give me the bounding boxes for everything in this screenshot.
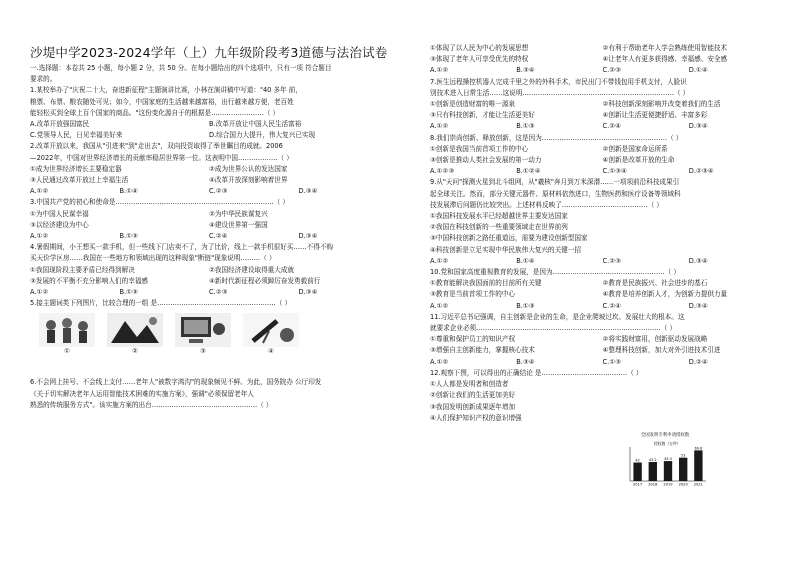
telescope-illustration-icon xyxy=(243,313,299,347)
patent-chart xyxy=(620,433,710,489)
q11-statement: ③增强自主创新能力，掌握核心技术 xyxy=(430,346,535,355)
question-2 xyxy=(30,141,388,197)
q4-statement: ④新时代新征程必须踔厉奋发勇毅前行 xyxy=(209,276,321,285)
q4-line: 4.暑假期间，小王想买一款手机，但一些线下门店卖不了，为了比价，线上一款手机很好买……不得不购 xyxy=(30,243,334,252)
q6-statement: ②有利于帮助老年人学会熟练使用智能技术 xyxy=(602,44,728,52)
q9-line: 起全球关注。然而，部分关键元器件、原材料依然进口，生物医药和医疗设备等领域科 xyxy=(430,189,681,198)
q11-statement: ①尊重和保护员工的知识产权 xyxy=(430,335,516,344)
q6-choice-a[interactable]: A.①② xyxy=(430,66,449,75)
q2-line: 2.改革开放以来，我国从"引进来"到"走出去"，双向投资取得了举世瞩目的成就。2006 xyxy=(30,142,283,151)
q3-statement: ①为中国人民谋幸福 xyxy=(30,209,89,218)
people-illustration-icon xyxy=(39,313,95,347)
q7-choice-d[interactable]: D.③④ xyxy=(688,122,708,131)
q10-line: 10.党和国家高度重视教育的发展，是因为……………………………………………（ ） xyxy=(430,268,680,277)
q10-choice-c[interactable]: C.②④ xyxy=(602,301,622,310)
q5-picture-4 xyxy=(242,313,300,357)
q2-choice-a[interactable]: A.①② xyxy=(30,187,49,196)
q6-statement: ①体现了以人民为中心的发展思想 xyxy=(430,44,529,52)
q8-line: 8.我们崇尚创新、释放创新，这是因为…………………………………………………（ ） xyxy=(430,133,683,142)
instructions-line-1: 一.选择题：本卷共 25 小题，每小题 2 分，共 50 分。在每小题给出的四个选项中，只有一项 符合题目 xyxy=(30,64,332,72)
question-1 xyxy=(30,85,388,141)
question-5 xyxy=(30,298,388,357)
q12-statement: ②创新让我们的生活更加美好 xyxy=(430,391,516,400)
chart-bar-2018 xyxy=(649,462,657,481)
q3-choice-a[interactable]: A.①② xyxy=(30,232,49,241)
q2-line: —2022年，中国对世界经济增长的贡献率稳居世界第一位。这表明中国………………（ ） xyxy=(30,153,293,162)
q3-statement: ③以经济建设为中心 xyxy=(30,220,89,229)
q7-statement: ②科技创新深刻影响并改变着我们的生活 xyxy=(602,100,721,109)
chart-bar-2019 xyxy=(664,461,672,481)
q6-choice-b[interactable]: B.③④ xyxy=(516,66,535,75)
q4-statement: ①我国现阶段主要矛盾已经得到解决 xyxy=(30,265,135,274)
q6-line: 6.不会网上挂号、不会线上支付……老年人"被数字鸿沟"的现象频见不鲜。为此，国务院办 公厅印发 xyxy=(30,378,322,387)
q2-statement: ②成为世界公认的发达国家 xyxy=(209,164,288,173)
q8-choice-d[interactable]: D.②③④ xyxy=(688,167,714,176)
q4-line: 买天价学区房……我国在一些地方和领域出现的这种现象"断链"现象说明………（ ） xyxy=(30,254,276,263)
chart-value-label: 43.2 xyxy=(649,457,657,462)
q3-line: 3.中国共产党的初心和使命是………………………………………………………………（ ） xyxy=(30,198,289,207)
q1-line: 粮票、布票、粮农随处可见；如今，中国家庭的生活越来越富裕，出行越来越方便，老百姓 xyxy=(30,97,294,106)
q4-statement: ③发展的不平衡不充分影响人们的幸福感 xyxy=(30,276,149,285)
q3-statement: ②为中华民族谋复兴 xyxy=(209,209,268,218)
q5-picture-label: ② xyxy=(132,347,138,356)
q12-statement: ①人人都是发明者和创造者 xyxy=(430,380,509,389)
screen-illustration-icon xyxy=(175,313,231,347)
q7-line: 别技术进入日常生活……这说明……………………………………………………………（ ） xyxy=(430,88,690,97)
q2-choice-b[interactable]: B.①④ xyxy=(119,187,138,196)
q2-choice-c[interactable]: C.②③ xyxy=(209,187,228,196)
q8-statement: ①创新是我国当前首项工作的中心 xyxy=(430,144,529,153)
q1-option-c[interactable]: C.党领导人民，日见幸福美好来 xyxy=(30,131,123,140)
q9-choice-d[interactable]: D.③④ xyxy=(688,256,708,265)
patent-bar-chart xyxy=(620,433,710,489)
q2-statement: ①成为世界经济增长主要稳定器 xyxy=(30,164,122,173)
chart-bar-2021 xyxy=(694,450,702,481)
q11-statement: ④整理科技创新，加大对外引进技术引进 xyxy=(602,346,721,355)
q7-choice-c[interactable]: C.②④ xyxy=(602,122,622,131)
q6-statement: ④让老年人有更多获得感、幸福感、安全感 xyxy=(602,55,728,64)
q12-statement: ④人们保护知识产权的意识增强 xyxy=(430,413,522,422)
q11-line: 就要求企业必须…………………………………………………………………………（ ） xyxy=(430,324,677,333)
question-6 xyxy=(30,377,388,411)
q10-choice-b[interactable]: B.①③ xyxy=(516,301,535,310)
q11-choice-b[interactable]: B.③④ xyxy=(516,357,535,366)
q1-line: 1.某校举办了"庆祝二十大，奋进新征程"主题演讲比赛，小林在演讲稿中写道："40 多年 前， xyxy=(30,86,302,95)
q2-statement: ④改革开放深刻影响着世界 xyxy=(209,176,288,185)
q10-statement: ①教育能解决我国面前的目前所有关键 xyxy=(430,279,542,288)
q2-statement: ③人民通过改革开放过上幸福生活 xyxy=(30,176,129,185)
question-4 xyxy=(30,242,388,298)
q11-choice-c[interactable]: C.①③ xyxy=(602,357,622,366)
q10-choice-a[interactable]: A.①② xyxy=(430,301,449,310)
left-column xyxy=(30,0,388,411)
q6-line: 熟悉的传统服务方式"。该实施方案的出台…………………………………………（ ） xyxy=(30,400,273,409)
ceremony-illustration-icon xyxy=(107,313,163,347)
q10-statement: ④教育是培养创新人才，为创新力提供力量 xyxy=(602,290,728,299)
q7-statement: ①创新是创造财富的唯一源泉 xyxy=(430,100,516,109)
q3-choice-c[interactable]: C.②④ xyxy=(209,232,228,241)
q9-choice-c[interactable]: C.②③ xyxy=(602,256,622,265)
q5-picture-label: ③ xyxy=(200,347,206,356)
instructions-line-2: 要求的。 xyxy=(30,75,57,84)
q5-picture-3 xyxy=(174,313,232,357)
question-6-continued xyxy=(430,43,775,77)
q6-choice-d[interactable]: D.①④ xyxy=(688,66,708,75)
chart-bar-2020 xyxy=(679,458,687,481)
q9-statement: ①我国科技发展水平已经超越世界主要发达国家 xyxy=(430,212,568,221)
chart-ylabel: 授权数（万件） xyxy=(654,441,681,446)
q9-statement: ②我国在科技创新的一些重要领域走在世界前列 xyxy=(430,223,568,232)
q5-picture-1 xyxy=(38,313,96,357)
q5-picture-label: ① xyxy=(64,347,70,356)
right-column xyxy=(430,43,775,424)
q1-line: 能轻松买到全球上百个国家的商品。"这份变化源自于的根据是……………………（ ） xyxy=(30,108,280,117)
question-9 xyxy=(430,177,775,267)
q1-option-d[interactable]: D.综合国力大提升，伟大复兴已实现 xyxy=(209,131,316,140)
q8-statement: ④创新是改革开放的生命 xyxy=(602,156,675,165)
q7-statement: ④创新让生活更便捷舒适、丰富多彩 xyxy=(602,111,708,120)
q2-choice-d[interactable]: D.③④ xyxy=(298,187,318,196)
chart-tick-label: 2017 xyxy=(633,482,643,487)
question-11 xyxy=(430,312,775,368)
chart-value-label: 53 xyxy=(681,453,686,458)
q7-statement: ③只有科技创新，才能让生活更美好 xyxy=(430,111,535,120)
q1-option-b[interactable]: B.改革开放让中国人民生活富裕 xyxy=(209,120,302,129)
chart-tick-label: 2021 xyxy=(693,482,703,487)
q11-choice-a[interactable]: A.①② xyxy=(430,357,449,366)
chart-value-label: 69.6 xyxy=(694,446,703,451)
q10-choice-d[interactable]: D.③④ xyxy=(688,301,708,310)
q5-pictures xyxy=(38,313,388,357)
q4-choice-c[interactable]: C.②③ xyxy=(209,288,228,297)
question-10 xyxy=(430,267,775,312)
q10-statement: ②教育是民族振兴、社会进步的基石 xyxy=(602,279,708,288)
q9-statement: ④科技创新是立足实现中华民族伟大复兴的关键一招 xyxy=(430,245,581,254)
question-8 xyxy=(430,133,775,178)
q9-choice-a[interactable]: A.①② xyxy=(430,256,449,265)
exam-title: 沙堤中学2023-2024学年（上）九年级阶段考3道德与法治试卷 xyxy=(30,45,388,60)
q4-choice-a[interactable]: A.①② xyxy=(30,288,49,297)
q4-choice-b[interactable]: B.①③ xyxy=(119,288,138,297)
q8-choice-c[interactable]: C.①③④ xyxy=(602,167,627,176)
q6-statement: ③体现了老年人可享受优先的特权 xyxy=(430,55,529,64)
question-12 xyxy=(430,368,775,424)
q7-choice-b[interactable]: B.①③ xyxy=(516,122,535,131)
chart-title: 全国发明专利申请授权数 xyxy=(640,433,690,438)
chart-bar-2017 xyxy=(633,463,641,481)
q12-statement: ③我国发明创新成果逐年增加 xyxy=(430,402,516,411)
q6-choice-c[interactable]: C.②③ xyxy=(602,66,622,75)
chart-value-label: 45.3 xyxy=(664,457,672,462)
q3-choice-d[interactable]: D.③④ xyxy=(298,232,318,241)
q8-choice-a[interactable]: A.①②③ xyxy=(430,167,455,176)
q12-line: 12.观察下图，可以得出的正确结论 是…………………………………（ ） xyxy=(430,368,643,377)
question-7 xyxy=(430,77,775,133)
q3-choice-b[interactable]: B.①③ xyxy=(119,232,138,241)
chart-tick-label: 2020 xyxy=(678,482,688,487)
q8-statement: ③创新是推动人类社会发展的第一动力 xyxy=(430,156,542,165)
q4-statement: ②我国经济建设取得重大成就 xyxy=(209,265,295,274)
question-3 xyxy=(30,197,388,242)
q9-line: 技发展滞后问题仍比较突出。上述材料反映了…………………………………（ ） xyxy=(430,200,663,209)
q11-statement: ②将实践财富用，创新驱动发展战略 xyxy=(602,335,708,344)
q5-picture-2 xyxy=(106,313,164,357)
q5-picture-label: ④ xyxy=(268,347,274,356)
chart-value-label: 42 xyxy=(635,458,640,463)
q3-statement: ④建设世界第一强国 xyxy=(209,220,268,229)
q8-statement: ②创新是国家命运所系 xyxy=(602,144,668,153)
q6-line: 《关于切实解决老年人运用智能技术困难的实施方案》，强调"必须保留老年人 xyxy=(30,389,254,398)
q9-statement: ③中国科技创新之路任重道远，需要为建设创新型国家 xyxy=(430,234,588,243)
q11-choice-d[interactable]: D.②④ xyxy=(688,357,708,366)
q7-line: 7.医生远程操控机器人完成千里之外的外科手术，市民出门不带钱包用手机支付，人脸识 xyxy=(430,77,687,86)
q10-statement: ③教育是当前首项工作的中心 xyxy=(430,290,516,299)
q9-line: 9.从"天问"探测火星到北斗组网，从"羲核"奔月到万米深潜……一项项前沿科技成果引 xyxy=(430,178,680,187)
q8-choice-b[interactable]: B.①②④ xyxy=(516,167,541,176)
q4-choice-d[interactable]: D.③④ xyxy=(298,288,318,297)
q9-choice-b[interactable]: B.①④ xyxy=(516,256,535,265)
q7-choice-a[interactable]: A.①② xyxy=(430,122,449,131)
chart-tick-label: 2018 xyxy=(648,482,658,487)
q1-option-a[interactable]: A.改革开放强国富民 xyxy=(30,120,90,129)
q11-line: 11.习近平总书记强调，自主创新是企业的生命，是企业爬坡过坎、发展壮大的根本。这 xyxy=(430,312,685,321)
chart-tick-label: 2019 xyxy=(663,482,673,487)
q5-line: 5.接主题词类下列图片，比较合理的一组 是………………………………………………（ ） xyxy=(30,299,292,308)
